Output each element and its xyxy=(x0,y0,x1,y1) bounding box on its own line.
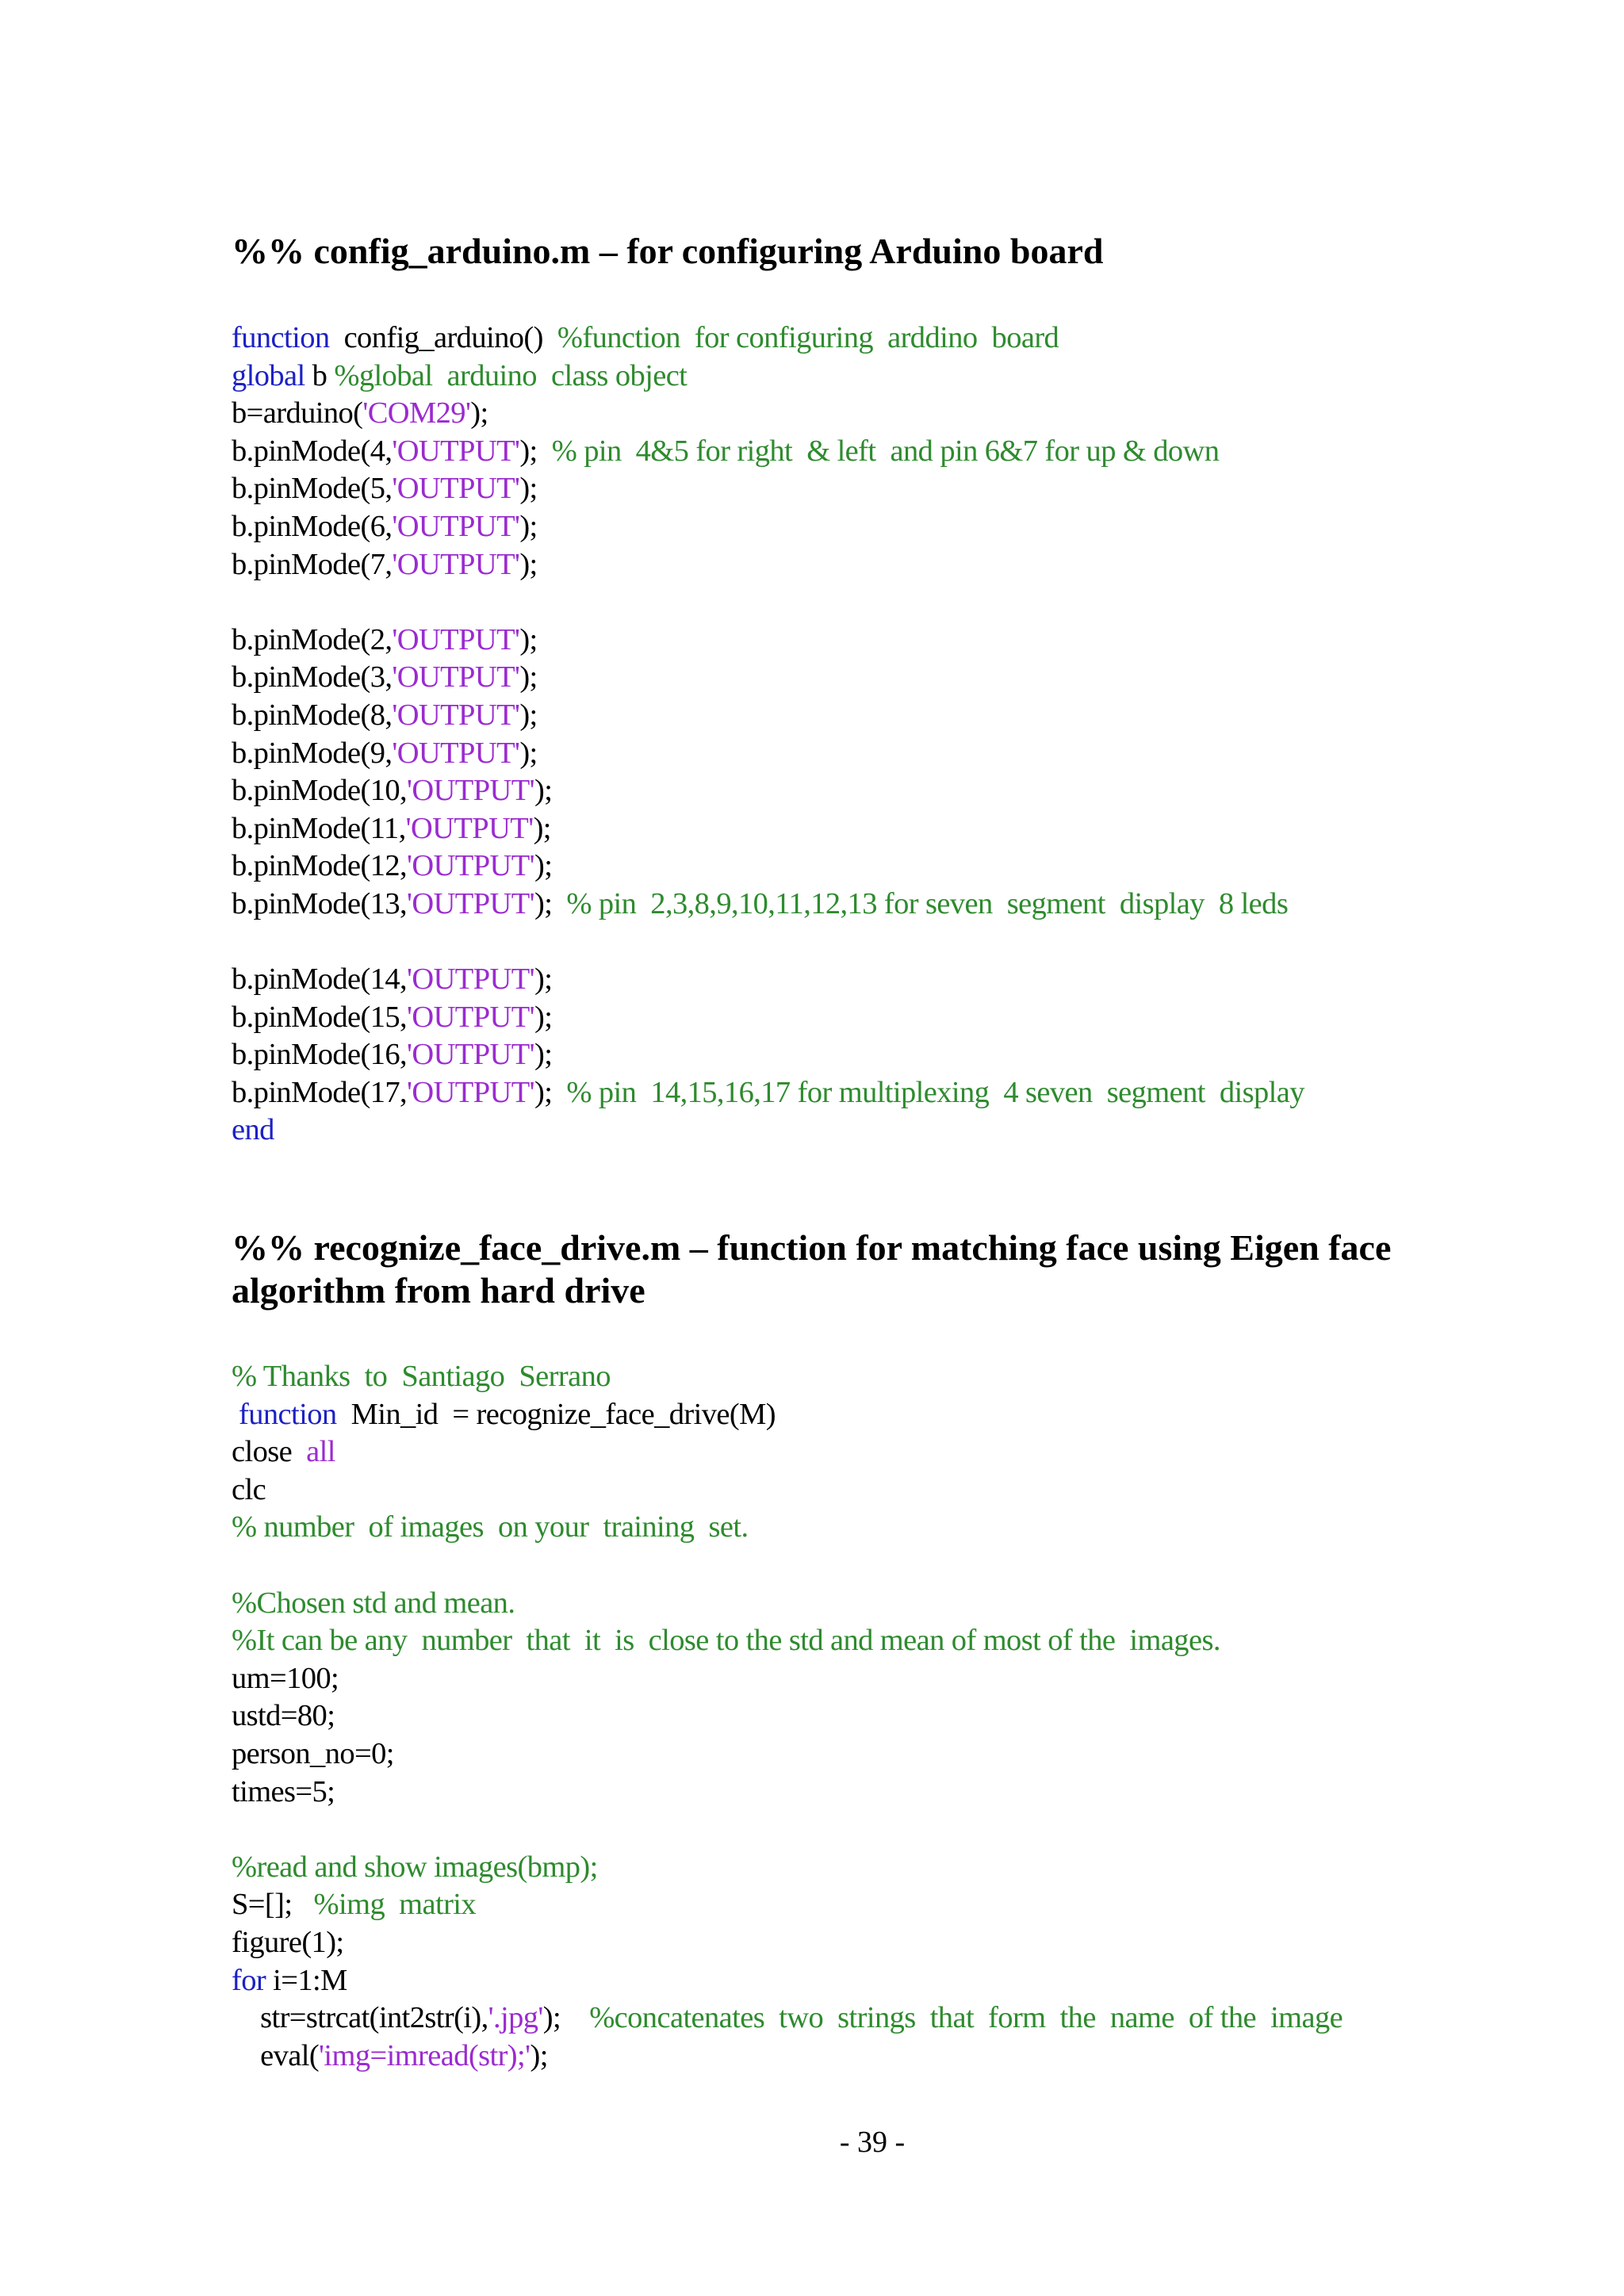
code-string: 'OUTPUT' xyxy=(405,811,534,845)
code-text: b.pinMode(14, xyxy=(232,962,408,997)
code-string: 'OUTPUT' xyxy=(392,736,520,770)
code-text: S=[]; xyxy=(232,1888,307,1922)
code-line xyxy=(232,546,1304,584)
code-text: i=1:M xyxy=(266,1963,347,1997)
code-string: 'OUTPUT' xyxy=(392,547,520,581)
code-line xyxy=(232,2038,1342,2076)
code-line xyxy=(232,659,1304,697)
code-string: 'OUTPUT' xyxy=(407,1038,534,1072)
code-line xyxy=(232,1396,1342,1434)
code-line xyxy=(232,810,1304,848)
code-text: b.pinMode(5, xyxy=(232,472,393,506)
code-string: 'OUTPUT' xyxy=(392,698,520,732)
code-string: 'OUTPUT' xyxy=(407,886,534,920)
code-text: person_no=0; xyxy=(232,1736,394,1770)
code-keyword: global xyxy=(232,358,305,392)
code-line xyxy=(232,1074,1304,1112)
code-text: ); xyxy=(533,811,551,845)
code-line xyxy=(232,961,1304,999)
code-text: ); xyxy=(534,849,553,883)
code-text: ); xyxy=(519,660,538,695)
code-text: ); xyxy=(519,622,538,656)
code-block-config-arduino xyxy=(232,320,1304,1150)
code-line xyxy=(232,1112,1304,1150)
code-text: close xyxy=(232,1435,307,1469)
code-line xyxy=(232,1849,1342,1887)
code-text: um=100; xyxy=(232,1661,339,1695)
code-text: ); xyxy=(470,396,488,430)
code-text: b xyxy=(304,358,335,392)
code-line xyxy=(232,1999,1342,2038)
code-text: b.pinMode(10, xyxy=(232,774,408,808)
code-text: b.pinMode(17, xyxy=(232,1075,408,1109)
code-text: ); xyxy=(530,2038,548,2072)
code-line xyxy=(232,622,1304,660)
code-block-recognize-face xyxy=(232,1358,1342,2075)
code-text: ); xyxy=(519,698,538,732)
code-comment: %function for configuring arddino board xyxy=(557,321,1059,354)
code-text: b.pinMode(7, xyxy=(232,547,393,581)
code-line xyxy=(232,735,1304,773)
code-line xyxy=(232,1660,1342,1698)
code-line xyxy=(232,1585,1342,1623)
code-text: eval( xyxy=(232,2038,320,2072)
code-comment: %global arduino class object xyxy=(334,358,688,392)
code-line xyxy=(232,1622,1342,1660)
code-text: ustd=80; xyxy=(232,1699,335,1733)
code-text: Min_id = recognize_face_drive(M) xyxy=(336,1397,776,1431)
code-line xyxy=(232,848,1304,886)
code-text: figure(1); xyxy=(232,1925,344,1959)
code-line xyxy=(232,697,1304,735)
code-line xyxy=(232,1697,1342,1735)
code-comment: %Chosen std and mean. xyxy=(232,1586,515,1620)
code-string: 'COM29' xyxy=(362,396,471,430)
code-text: b.pinMode(15, xyxy=(232,1000,408,1034)
code-keyword: function xyxy=(232,321,330,354)
code-line xyxy=(232,1358,1342,1396)
code-line xyxy=(232,1471,1342,1510)
code-text: b.pinMode(8, xyxy=(232,698,393,732)
code-line xyxy=(232,584,1304,622)
code-comment: % number of images on your training set. xyxy=(232,1510,749,1544)
code-comment: % pin 14,15,16,17 for multiplexing 4 seven segment display xyxy=(566,1075,1304,1109)
code-text: b.pinMode(16, xyxy=(232,1038,408,1072)
code-text: b.pinMode(6, xyxy=(232,509,393,543)
code-text: ); xyxy=(534,1075,567,1109)
code-comment: % Thanks to Santiago Serrano xyxy=(232,1360,611,1393)
code-string: 'OUTPUT' xyxy=(407,774,534,808)
code-text: ); xyxy=(519,547,538,581)
code-text: ); xyxy=(519,472,538,506)
code-line xyxy=(232,395,1304,433)
code-comment: % pin 2,3,8,9,10,11,12,13 for seven segment display 8 leds xyxy=(566,886,1289,920)
code-text: b.pinMode(9, xyxy=(232,736,393,770)
code-line xyxy=(232,433,1304,471)
section-heading-recognize-face: %% recognize_face_drive.m – function for matching face using Eigen face algorithm from hard drive xyxy=(232,1227,1392,1311)
code-text: ); xyxy=(534,774,553,808)
code-text: ); xyxy=(534,886,567,920)
code-comment: % pin 4&5 for right & left and pin 6&7 for up & down xyxy=(551,434,1220,468)
code-line xyxy=(232,1886,1342,1924)
code-string: 'OUTPUT' xyxy=(392,660,520,695)
code-line xyxy=(232,1924,1342,1962)
code-text: times=5; xyxy=(232,1774,335,1808)
code-line xyxy=(232,320,1304,358)
code-line xyxy=(232,1547,1342,1585)
code-string: 'img=imread(str);' xyxy=(319,2038,530,2072)
code-text: clc xyxy=(232,1472,266,1506)
page-number: - 39 - xyxy=(839,2126,906,2159)
code-line xyxy=(232,470,1304,508)
code-text xyxy=(232,1398,239,1431)
code-line xyxy=(232,1433,1342,1471)
code-text: ); xyxy=(534,1038,553,1072)
code-text: b.pinMode(4, xyxy=(232,434,393,468)
code-string: 'OUTPUT' xyxy=(392,472,520,506)
code-text: ); xyxy=(519,736,538,770)
code-comment: %It can be any number that it is close to the std and mean of most of the images. xyxy=(232,1624,1220,1658)
code-text: ); xyxy=(542,2001,590,2035)
code-text: ); xyxy=(534,962,553,997)
code-string: 'OUTPUT' xyxy=(407,1000,534,1034)
code-text: b.pinMode(2, xyxy=(232,622,393,656)
code-text: b.pinMode(3, xyxy=(232,660,393,695)
code-string: 'OUTPUT' xyxy=(392,509,520,543)
code-line xyxy=(232,358,1304,396)
code-text: b=arduino( xyxy=(232,396,363,430)
code-line xyxy=(232,772,1304,810)
code-text: ); xyxy=(534,1000,553,1034)
code-line xyxy=(232,924,1304,962)
code-comment: %concatenates two strings that form the name of the image xyxy=(589,2001,1343,2035)
code-line xyxy=(232,999,1304,1037)
code-line xyxy=(232,1735,1342,1774)
code-string: 'OUTPUT' xyxy=(407,962,534,997)
code-text: str=strcat(int2str(i), xyxy=(232,2001,488,2035)
section-heading-config-arduino: %% config_arduino.m – for configuring Arduino board xyxy=(232,231,1104,271)
code-text: b.pinMode(12, xyxy=(232,849,408,883)
code-string: 'OUTPUT' xyxy=(407,1075,534,1109)
code-line xyxy=(232,1509,1342,1547)
code-text: b.pinMode(13, xyxy=(232,886,408,920)
code-line xyxy=(232,508,1304,546)
code-line xyxy=(232,1811,1342,1849)
code-keyword: end xyxy=(232,1113,274,1147)
code-keyword: function xyxy=(239,1397,337,1431)
code-keyword: for xyxy=(232,1963,266,1997)
code-string: '.jpg' xyxy=(488,2001,543,2035)
code-text: config_arduino() xyxy=(329,321,557,354)
code-text: ); xyxy=(519,509,538,543)
code-text: b.pinMode(11, xyxy=(232,811,406,845)
code-comment: %img matrix xyxy=(306,1888,477,1922)
code-string: 'OUTPUT' xyxy=(392,434,520,468)
code-line xyxy=(232,1962,1342,2000)
code-text: ); xyxy=(519,434,552,468)
code-string: 'OUTPUT' xyxy=(392,622,520,656)
code-line xyxy=(232,1774,1342,1812)
code-string: 'OUTPUT' xyxy=(407,849,534,883)
code-string: all xyxy=(306,1435,335,1469)
code-line xyxy=(232,886,1304,924)
code-line xyxy=(232,1036,1304,1074)
code-comment: %read and show images(bmp); xyxy=(232,1850,598,1884)
